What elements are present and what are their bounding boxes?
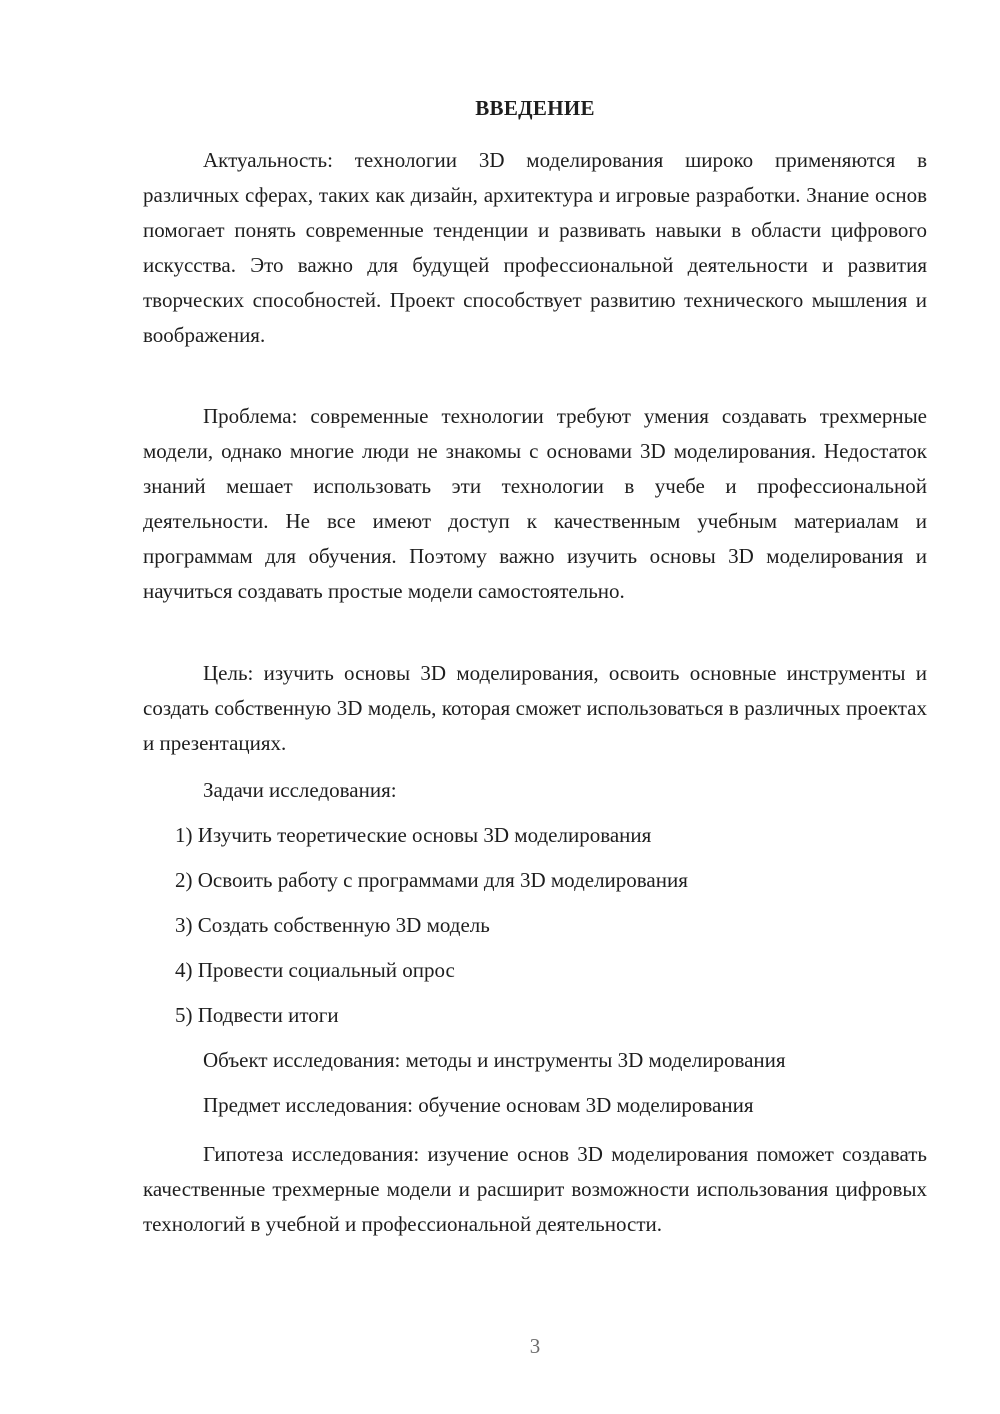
relevance-paragraph: Актуальность: технологии 3D моделирования широко применяются в различных сферах, таких как дизайн, архитектура и игровые разработки. Знание основ помогает понять современные тенденции и развивать навыки в области цифрового искусства. Это важно для будущей профессиональной деятельности и развития творческих способностей. Проект способствует развитию технического мышления и воображения. xyxy=(143,148,927,347)
relevance-section xyxy=(143,143,927,353)
goal-paragraph: Цель: изучить основы 3D моделирования, освоить основные инструменты и создать собственную 3D модель, которая сможет использоваться в различных проектах и презентациях. xyxy=(143,661,927,755)
tasks-section xyxy=(143,773,927,1133)
hypothesis-section xyxy=(143,1137,927,1242)
research-object: Объект исследования: методы и инструменты 3D моделирования xyxy=(203,1048,786,1072)
problem-paragraph: Проблема: современные технологии требуют умения создавать трехмерные модели, однако многие люди не знакомы с основами 3D моделирования. Недостаток знаний мешает использовать эти технологии в учебе и профессиональной деятельности. Не все имеют доступ к качественным учебным материалам и программам для обучения. Поэтому важно изучить основы 3D моделирования и научиться создавать простые модели самостоятельно. xyxy=(143,404,927,603)
task-item: 1) Изучить теоретические основы 3D моделирования xyxy=(175,823,652,847)
task-item: 4) Провести социальный опрос xyxy=(175,958,455,982)
hypothesis-paragraph: Гипотеза исследования: изучение основ 3D моделирования поможет создавать качественные трехмерные модели и расширит возможности использования цифровых технологий в учебной и профессиональной деятельности. xyxy=(143,1142,927,1236)
task-item: 2) Освоить работу с программами для 3D моделирования xyxy=(175,868,688,892)
goal-section xyxy=(143,656,927,761)
problem-section xyxy=(143,399,927,609)
page-number: 3 xyxy=(529,1334,541,1358)
tasks-heading: Задачи исследования: xyxy=(203,778,397,802)
page-title: ВВЕДЕНИЕ xyxy=(475,96,595,120)
task-item: 5) Подвести итоги xyxy=(175,1003,339,1027)
task-list xyxy=(143,818,927,1033)
task-item: 3) Создать собственную 3D модель xyxy=(175,913,490,937)
research-subject: Предмет исследования: обучение основам 3D моделирования xyxy=(203,1093,754,1117)
